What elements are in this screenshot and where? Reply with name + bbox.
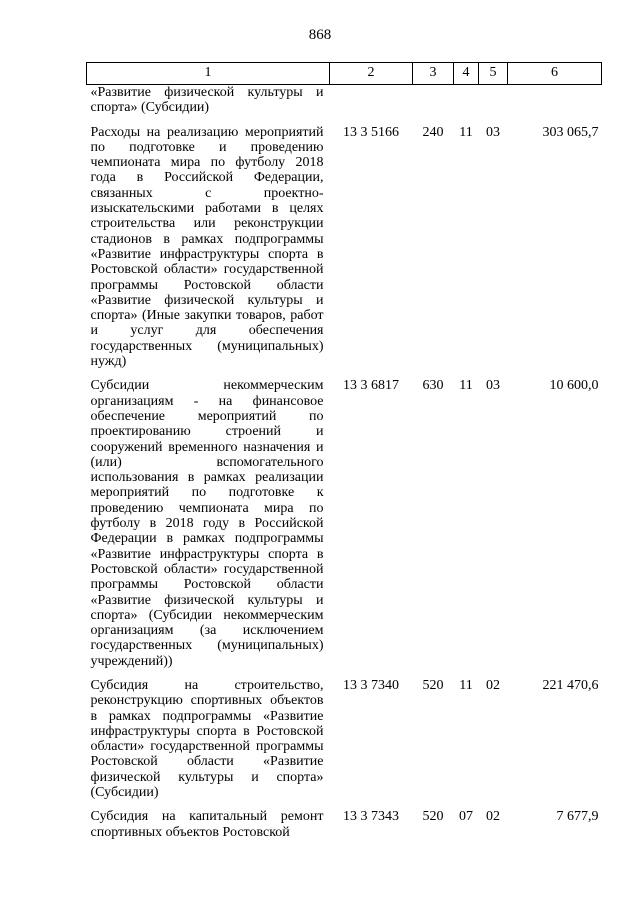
row-code: 13 3 7343 xyxy=(343,809,399,825)
row-pr xyxy=(479,85,508,125)
row-pr: 02 xyxy=(486,677,500,693)
budget-table xyxy=(86,62,602,849)
header-col-5: 5 xyxy=(479,63,508,85)
row-name: Субсидия на строительство, реконструкцию спортивных объектов в рамках подпрограммы «Развитие инфраструктуры спорта в Ростовской области» государственной программы Ростовской области «Развитие физической культуры и спорта» (Субсидии) xyxy=(90,677,324,801)
row-amount: 221 470,6 xyxy=(542,677,599,693)
row-amount: 10 600,0 xyxy=(549,378,599,394)
row-code: 13 3 7340 xyxy=(343,677,399,693)
row-pr: 03 xyxy=(486,378,500,394)
row-rz: 11 xyxy=(459,378,473,394)
table-row xyxy=(87,809,602,849)
row-rz xyxy=(454,85,479,125)
row-name: Расходы на реализацию мероприятий по подготовке и проведению чемпионата мира по футболу 2018 года в Российской Федерации, связанных с проектно-изыскательскими работами в целях строительства или реконструкции стадионов в рамках подпрограммы «Развитие инфраструктуры спорта в Ростовской области» государственной программы Ростовской области «Развитие физической культуры и спорта» (Иные закупки товаров, работ и услуг для обеспечения государственных (муниципальных) нужд) xyxy=(90,124,324,370)
row-name: Субсидии некоммерческим организациям - на финансовое обеспечение мероприятий по проектированию строений и сооружений временного назначения и (или) вспомогательного использования в рамках реализации мероприятий по подготовке к проведению чемпионата мира по футболу в 2018 году в Российской Федерации в рамках подпрограммы «Развитие инфраструктуры спорта в Ростовской области» государственной программы Ростовской области «Развитие физической культуры и спорта» (Субсидии некоммерческим организациям (за исключением государственных (муниципальных) учреждений)) xyxy=(90,378,324,669)
row-vr: 240 xyxy=(422,124,444,140)
row-vr: 630 xyxy=(422,378,444,394)
row-pr: 03 xyxy=(486,124,500,140)
row-code: 13 3 6817 xyxy=(343,378,399,394)
row-amount: 7 677,9 xyxy=(556,809,599,825)
header-col-3: 3 xyxy=(413,63,454,85)
row-amount xyxy=(508,85,602,125)
table-row xyxy=(87,85,602,125)
row-rz: 07 xyxy=(459,809,473,825)
header-col-1: 1 xyxy=(87,63,330,85)
row-code: 13 3 5166 xyxy=(343,124,399,140)
row-amount: 303 065,7 xyxy=(542,124,599,140)
header-col-4: 4 xyxy=(454,63,479,85)
header-col-6: 6 xyxy=(508,63,602,85)
row-rz: 11 xyxy=(459,124,473,140)
row-vr: 520 xyxy=(422,809,444,825)
row-name: Субсидия на капитальный ремонт спортивных объектов Ростовской xyxy=(90,809,324,840)
table-row xyxy=(87,125,602,379)
header-col-2: 2 xyxy=(330,63,413,85)
row-vr xyxy=(413,85,454,125)
table-header xyxy=(87,63,602,85)
table-row xyxy=(87,378,602,678)
table-row xyxy=(87,678,602,809)
row-rz: 11 xyxy=(459,677,473,693)
row-pr: 02 xyxy=(486,809,500,825)
row-name: «Развитие физической культуры и спорта» (Субсидии) xyxy=(90,85,324,116)
row-code xyxy=(330,85,413,125)
row-vr: 520 xyxy=(422,677,444,693)
page-number: 868 xyxy=(308,27,332,43)
